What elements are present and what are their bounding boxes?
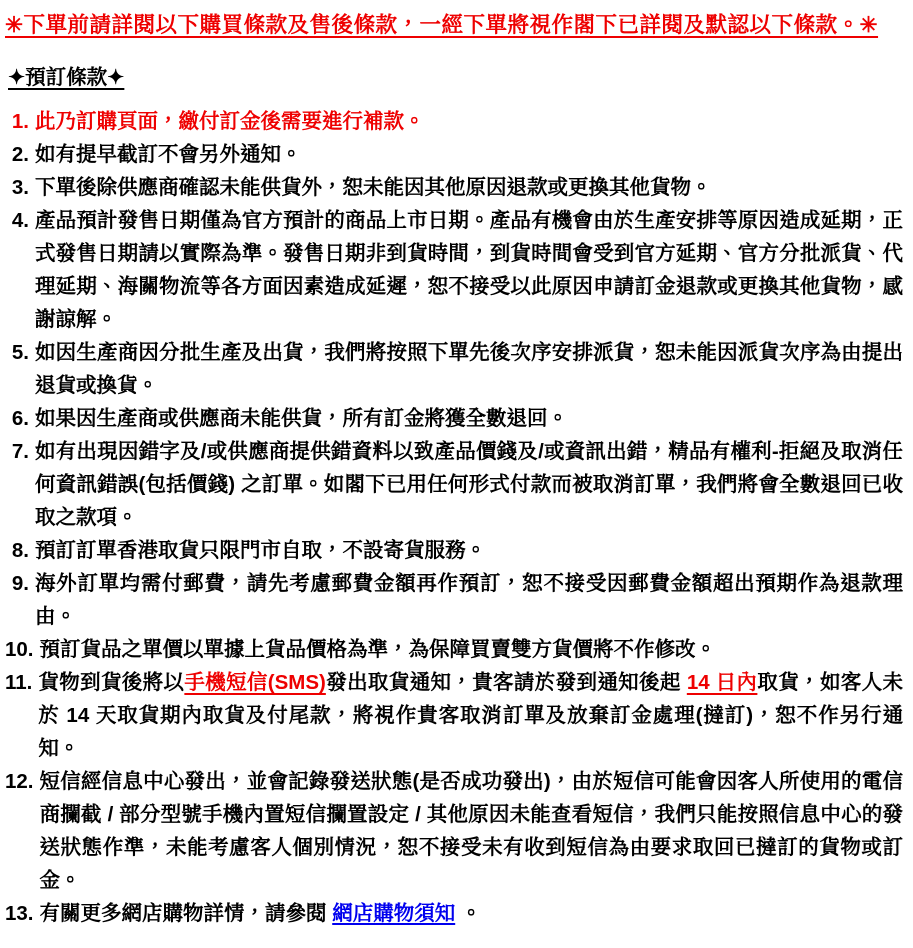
- term-item-4: [5, 204, 903, 336]
- term-number: 8.: [11, 539, 29, 562]
- term-item-7: [5, 435, 903, 534]
- highlight-red-underline: 14 日內: [686, 671, 758, 694]
- pre-order-warning-banner: ✳下單前請詳閱以下購買條款及售後條款，一經下單將視作閣下已詳閱及默認以下條款。✳: [5, 13, 879, 37]
- term-number: 6.: [11, 407, 29, 430]
- shop-guide-link[interactable]: 網店購物須知: [332, 902, 456, 925]
- term-text-segment: 下單後除供應商確認未能供貨外，恕未能因其他原因退款或更換其他貨物。: [35, 176, 712, 199]
- term-item-8: [5, 534, 903, 567]
- term-text: [40, 633, 904, 666]
- term-text-segment: 貨物到貨後將以: [38, 671, 185, 694]
- term-number: 2.: [11, 143, 29, 166]
- term-item-13: [5, 897, 903, 930]
- term-item-3: [5, 171, 903, 204]
- term-text-segment: 如因生產商因分批生產及出貨，我們將按照下單先後次序安排派貨，恕未能因派貨次序為由提出退貨或換貨。: [35, 341, 903, 397]
- term-item-1: [5, 105, 903, 138]
- term-text: [38, 666, 903, 765]
- term-text-segment: 短信經信息中心發出，並會記錄發送狀態(是否成功發出)，由於短信可能會因客人所使用的電信商攔截 / 部分型號手機內置短信攔置設定 / 其他原因未能查看短信，我們只能按照信息中心的發送狀態作準，未能考慮客人個別情況，恕不接受未有收到短信為由要求取回已撻訂的貨物或訂金。: [39, 770, 903, 892]
- term-text-segment: 海外訂單均需付郵費，請先考慮郵費金額再作預訂，恕不接受因郵費金額超出預期作為退款理由。: [35, 572, 903, 628]
- term-item-10: [5, 633, 903, 666]
- term-text: [40, 897, 904, 930]
- term-number: 10.: [5, 638, 34, 661]
- term-text-segment: 發出取貨通知，貴客請於發到通知後起: [325, 671, 687, 694]
- section-heading-preorder-terms: ✦預訂條款✦: [8, 66, 125, 89]
- terms-list: [5, 105, 903, 930]
- term-text-segment: 預訂訂單香港取貨只限門市自取，不設寄貨服務。: [35, 539, 486, 562]
- term-number: 1.: [11, 110, 29, 133]
- term-text-segment: 如果因生產商或供應商未能供貨，所有訂金將獲全數退回。: [35, 407, 568, 430]
- term-number: 11.: [5, 671, 33, 694]
- term-item-12: [5, 765, 903, 897]
- term-text: [35, 204, 903, 336]
- term-text-segment: 如有提早截訂不會另外通知。: [35, 143, 302, 166]
- term-text-segment: 有關更多網店購物詳情，請參閱: [39, 902, 333, 925]
- term-item-5: [5, 336, 903, 402]
- term-text-segment: 。: [455, 902, 482, 925]
- term-text: [35, 336, 903, 402]
- term-number: 7.: [11, 440, 29, 463]
- term-text: [35, 534, 903, 567]
- term-number: 3.: [11, 176, 29, 199]
- term-text-segment: 預訂貨品之單價以單據上貨品價格為準，為保障買賣雙方貨價將不作修改。: [39, 638, 716, 661]
- term-text: [35, 402, 903, 435]
- term-text: [35, 567, 903, 633]
- term-text-segment: 產品預計發售日期僅為官方預計的商品上市日期。產品有機會由於生產安排等原因造成延期，正式發售日期請以實際為準。發售日期非到貨時間，到貨時間會受到官方延期、官方分批派貨、代理延期、海關物流等各方面因素造成延遲，恕不接受以此原因申請訂金退款或更換其他貨物，感謝諒解。: [35, 209, 903, 331]
- term-text: [35, 105, 903, 138]
- term-number: 9.: [11, 572, 29, 595]
- term-item-9: [5, 567, 903, 633]
- term-number: 5.: [11, 341, 29, 364]
- term-item-11: [5, 666, 903, 765]
- term-number: 12.: [5, 770, 34, 793]
- term-text: [35, 138, 903, 171]
- term-item-2: [5, 138, 903, 171]
- term-number: 13.: [5, 902, 34, 925]
- term-text-segment: 取貨，如客人未於 14 天取貨期內取貨及付尾款，將視作貴客取消訂單及放棄訂金處理(撻訂)，恕不作另行通知。: [38, 671, 904, 760]
- term-text: [35, 435, 903, 534]
- term-text: [35, 171, 903, 204]
- term-text: [40, 765, 904, 897]
- highlight-red-underline: 手機短信(SMS): [184, 671, 326, 694]
- term-item-6: [5, 402, 903, 435]
- term-text-segment: 如有出現因錯字及/或供應商提供錯資料以致產品價錢及/或資訊出錯，精品有權利-拒絕及取消任何資訊錯誤(包括價錢) 之訂單。如閣下已用任何形式付款而被取消訂單，我們將會全數退回已收取之款項。: [35, 440, 903, 529]
- term-number: 4.: [11, 209, 29, 232]
- term-text-segment: 此乃訂購頁面，繳付訂金後需要進行補款。: [35, 110, 425, 133]
